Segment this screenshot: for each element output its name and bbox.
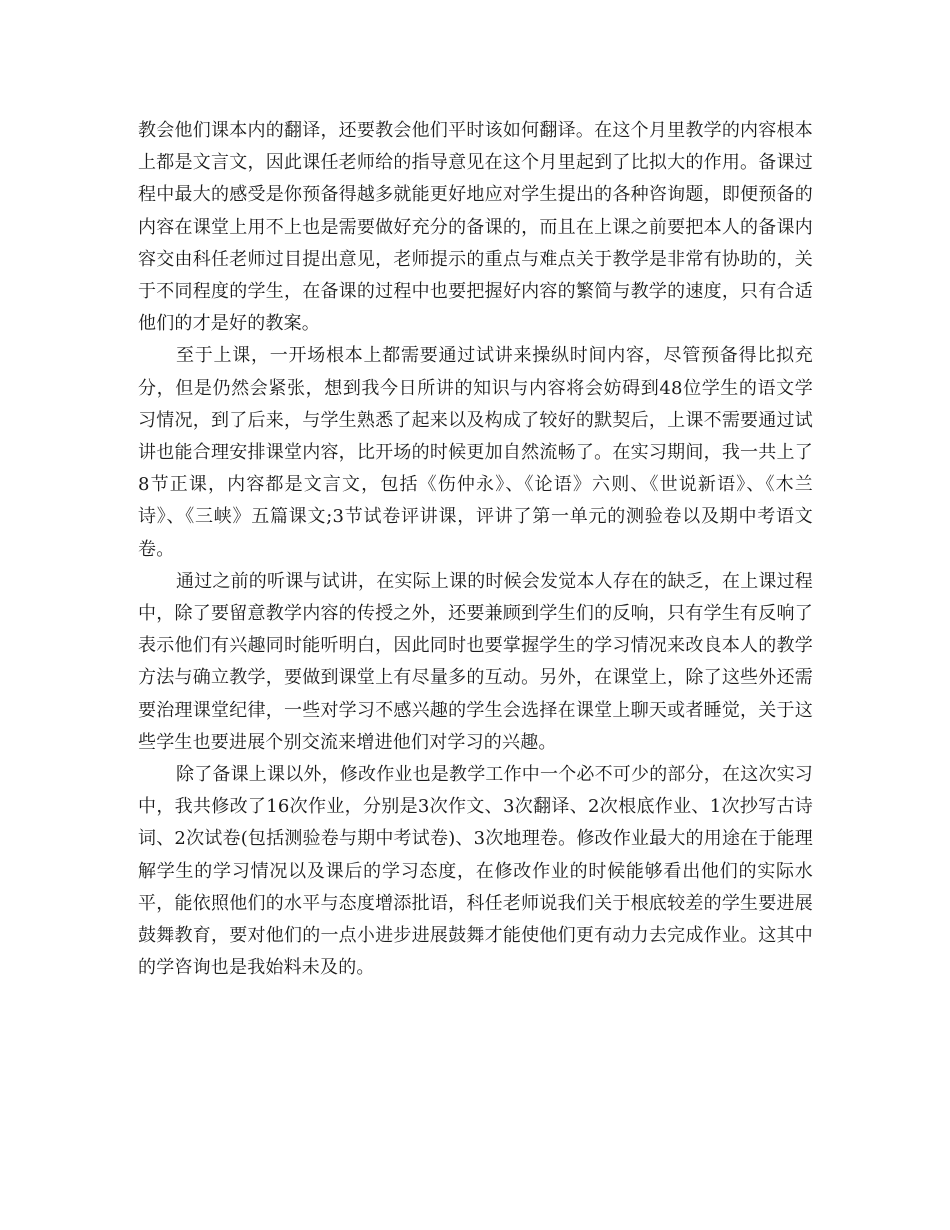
paragraph-4: 除了备课上课以外，修改作业也是教学工作中一个必不可少的部分，在这次实习中，我共修改了16次作业，分别是3次作文、3次翻译、2次根底作业、1次抄写古诗词、2次试卷(包括测验卷与期中考试卷)、3次地理卷。修改作业最大的用途在于能理解学生的学习情况以及课后的学习态度，在修改作业的时候能够看出他们的实际水平，能依照他们的水平与态度增添批语，科任老师说我们关于根底较差的学生要进展鼓舞教育，要对他们的一点小进步进展鼓舞才能使他们更有动力去完成作业。这其中的学咨询也是我始料未及的。	[138, 764, 813, 979]
paragraph-2: 至于上课，一开场根本上都需要通过试讲来操纵时间内容，尽管预备得比拟充分，但是仍然会紧张，想到我今日所讲的知识与内容将会妨碍到48位学生的语文学习情况，到了后来，与学生熟悉了起来以及构成了较好的默契后，上课不需要通过试讲也能合理安排课堂内容，比开场的时候更加自然流畅了。在实习期间，我一共上了8节正课，内容都是文言文，包括《伤仲永》、《论语》六则、《世说新语》、《木兰诗》、《三峡》五篇课文;3节试卷评讲课，评讲了第一单元的测验卷以及期中考语文卷。	[138, 345, 813, 560]
paragraph-3: 通过之前的听课与试讲，在实际上课的时候会发觉本人存在的缺乏，在上课过程中，除了要留意教学内容的传授之外，还要兼顾到学生们的反响，只有学生有反响了表示他们有兴趣同时能听明白，因此同时也要掌握学生的学习情况来改良本人的教学方法与确立教学，要做到课堂上有尽量多的互动。另外，在课堂上，除了这些外还需要治理课堂纪律，一些对学习不感兴趣的学生会选择在课堂上聊天或者睡觉，关于这些学生也要进展个别交流来增进他们对学习的兴趣。	[138, 570, 813, 753]
paragraph-1: 教会他们课本内的翻译，还要教会他们平时该如何翻译。在这个月里教学的内容根本上都是文言文，因此课任老师给的指导意见在这个月里起到了比拟大的作用。备课过程中最大的感受是你预备得越多就能更好地应对学生提出的各种咨询题，即便预备的内容在课堂上用不上也是需要做好充分的备课的，而且在上课之前要把本人的备课内容交由科任老师过目提出意见，老师提示的重点与难点关于教学是非常有协助的，关于不同程度的学生，在备课的过程中也要把握好内容的繁简与教学的速度，只有合适他们的才是好的教案。	[138, 120, 813, 335]
document-body	[138, 115, 813, 984]
